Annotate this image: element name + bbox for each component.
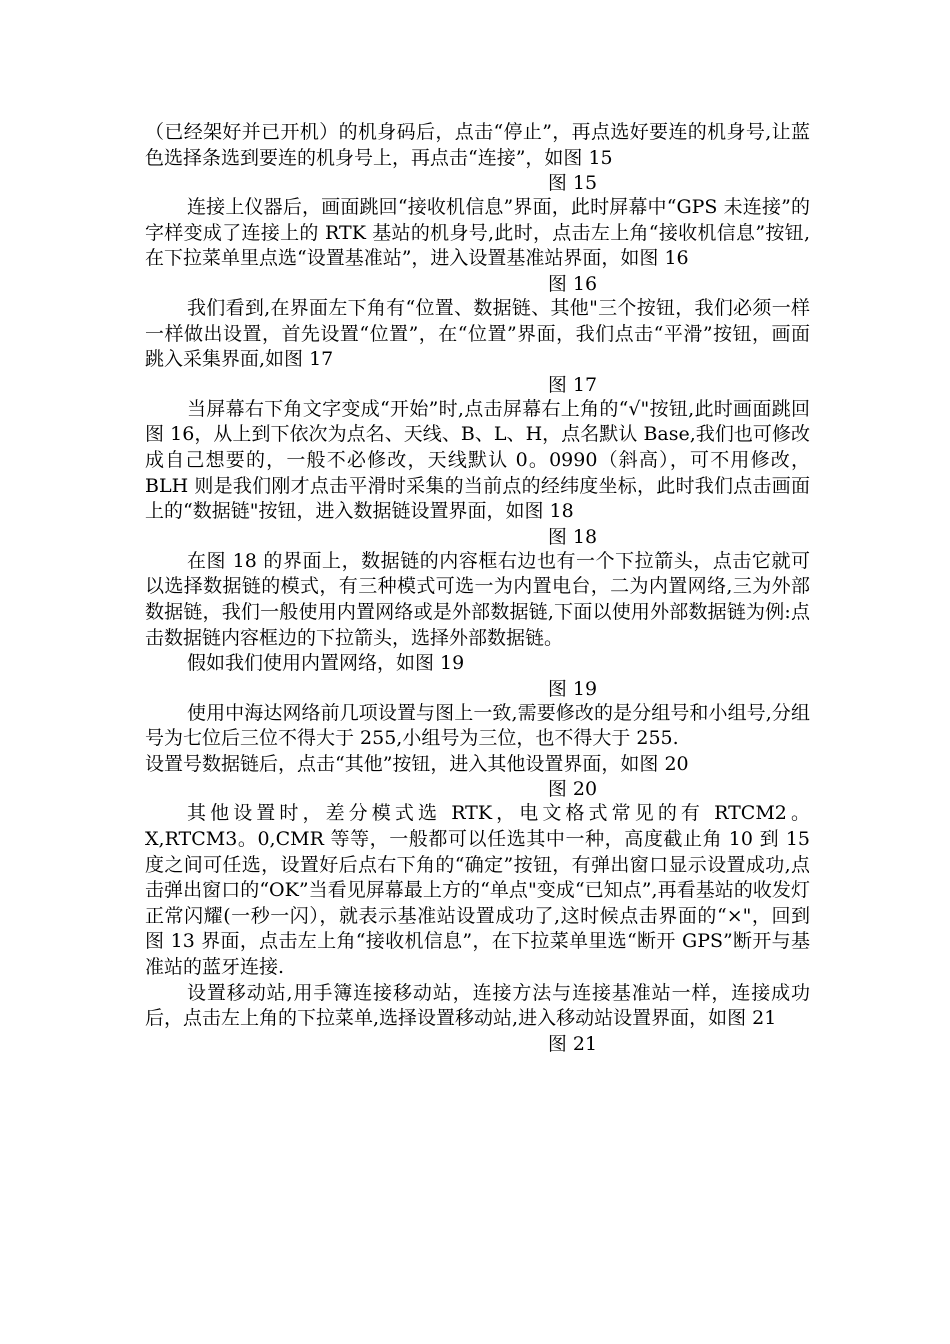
paragraph-other-settings-entry: 设置号数据链后，点击“其他”按钮，进入其他设置界面，如图 20 xyxy=(145,752,689,775)
paragraph-start-confirm: 当屏幕右下角文字变成“开始”时,点击屏幕右上角的“√"按钮,此时画面跳回图 16，从上到下依次为点名、天线、B、L、H，点名默认 Base,我们也可修改成自己想要的，一般不必修改，天线默认 0。0990（斜高），可不用修改，BLH 则是我们刚才点击平滑时采集的当前点的经纬度坐标，此时我们点击画面上的“数据链"按钮，进入数据链设置界面，如图 18 xyxy=(145,397,810,523)
figure-caption-15: 图 15 xyxy=(547,172,598,195)
document-body xyxy=(145,120,810,1056)
figure-caption-16: 图 16 xyxy=(547,272,598,295)
paragraph-datalink-mode: 在图 18 的界面上，数据链的内容框右边也有一个下拉箭头，点击它就可以选择数据链的模式，有三种模式可选一为内置电台，二为内置网络,三为外部数据链，我们一般使用内置网络或是外部数据链,下面以使用外部数据链为例:点击数据链内容框边的下拉箭头，选择外部数据链。 xyxy=(145,549,810,649)
figure-caption-20: 图 20 xyxy=(547,778,598,801)
paragraph-other-settings: 其他设置时，差分模式选 RTK，电文格式常见的有 RTCM2。X,RTCM3。0,CMR 等等，一般都可以任选其中一种，高度截止角 10 到 15 度之间可任选，设置好后点右下角的“确定”按钮，有弹出窗口显示设置成功,点击弹出窗口的“OK”当看见屏幕最上方的“单点"变成“已知点”,再看基站的收发灯正常闪耀(一秒一闪），就表示基准站设置成功了,这时候点击界面的“×"，回到图 13 界面，点击左上角“接收机信息”，在下拉菜单里选“断开 GPS”断开与基准站的蓝牙连接. xyxy=(145,802,810,979)
paragraph-receiver-info: 连接上仪器后，画面跳回“接收机信息”界面，此时屏幕中“GPS 未连接”的字样变成了连接上的 RTK 基站的机身号,此时，点击左上角“接收机信息”按钮,在下拉菜单里点选“设置基准站”，进入设置基准站界面，如图 16 xyxy=(145,196,810,270)
paragraph-internal-network: 假如我们使用内置网络，如图 19 xyxy=(187,652,465,675)
paragraph-position-setup: 我们看到,在界面左下角有“位置、数据链、其他"三个按钮，我们必须一样一样做出设置，首先设置“位置”，在“位置”界面，我们点击“平滑”按钮，画面跳入采集界面,如图 17 xyxy=(145,296,810,371)
figure-caption-18: 图 18 xyxy=(547,525,598,548)
figure-caption-17: 图 17 xyxy=(547,373,598,396)
figure-caption-19: 图 19 xyxy=(547,677,598,700)
paragraph-connect-device: （已经架好并已开机）的机身码后，点击“停止”，再点选好要连的机身号,让蓝色选择条选到要连的机身号上，再点击“连接”，如图 15 xyxy=(145,121,810,169)
paragraph-rover-setup: 设置移动站,用手簿连接移动站，连接方法与连接基准站一样，连接成功后，点击左上角的下拉菜单,选择设置移动站,进入移动站设置界面，如图 21 xyxy=(145,981,810,1030)
figure-caption-21: 图 21 xyxy=(547,1032,598,1055)
paragraph-network-groups: 使用中海达网络前几项设置与图上一致,需要修改的是分组号和小组号,分组号为七位后三位不得大于 255,小组号为三位，也不得大于 255. xyxy=(145,701,810,750)
